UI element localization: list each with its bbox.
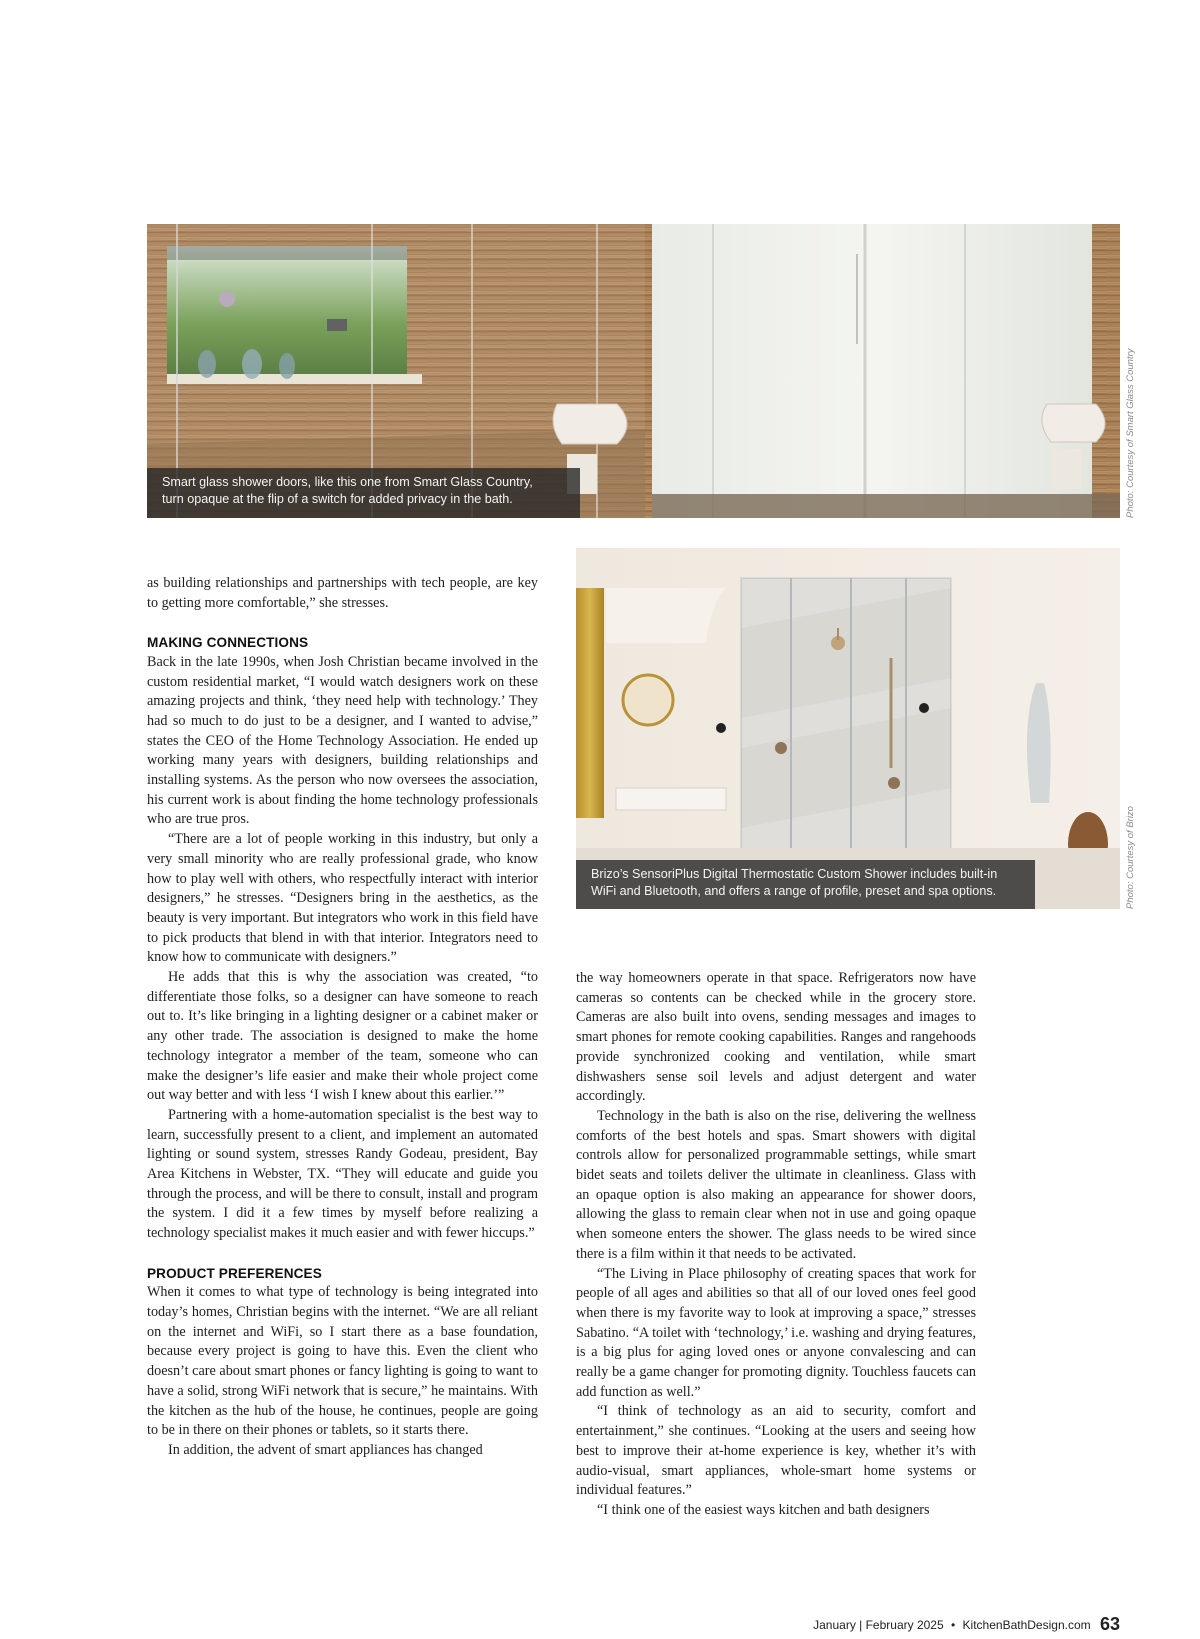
left-text-column [147, 574, 538, 1461]
left-paragraph-1: Back in the late 1990s, when Josh Christian became involved in the custom residential market, “I would watch designers work on these amazing projects and think, ‘they need help with technology.’ They had so much to do just to be a designer, and I wanted to advise,” states the CEO of the Home Technology Association. He ended up working many years with designers, building relationships and installing systems. As the person who now oversees the association, his current work is about finding the home technology professionals who are true pros. [147, 653, 538, 828]
right-paragraph-1: Technology in the bath is also on the rise, delivering the wellness comforts of the best hotels and spas. Smart showers with digital controls allow for personalized programmable settings, while smart bidet seats and toilets deliver the ultimate in cleanliness. Glass with an opaque option is also making an appearance for shower doors, allowing the glass to remain clear when not in use and going opaque when someone enters the shower. The glass needs to be wired since there is a film within it that needs to be activated. [576, 1107, 976, 1262]
right-paragraph-0: the way homeowners operate in that space. Refrigerators now have cameras so contents can be checked while in the grocery store. Cameras are also built into ovens, sending messages and images to smart phones for remote cooking capabilities. Ranges and rangehoods provide synchronized cooking and ventilation, while smart dishwashers sense soil levels and adjust detergent and water accordingly. [576, 970, 976, 1105]
brizo-shower-illustration [576, 548, 1120, 909]
section-heading-making-connections: MAKING CONNECTIONS [147, 635, 309, 651]
right-paragraph-2: “The Living in Place philosophy of creating spaces that work for people of all ages and abilities so that all of our loved ones feel good when there is my favorite way to look at improving a space,” stresses Sabatino. “A toilet with ‘technology,’ i.e. washing and drying features, is a big plus for aging loved ones or anyone convalescing and can really be a game changer for promoting dignity. Touchless faucets can add function as well.” [576, 1265, 976, 1400]
page-footer [813, 1614, 1120, 1635]
brizo-photo-credit: Photo: Courtesy of Brizo [1125, 806, 1136, 909]
page-number: 63 [1099, 1614, 1120, 1634]
left-paragraph-4: Partnering with a home-automation specialist is the best way to learn, successfully present to a client, and implement an automated lighting or sound system, stresses Randy Godeau, president, Bay Area Kitchens in Webster, TX. “They will educate and guide you through the process, and will be there to consult, install and program the system. I did it a few times by myself before realizing a technology specialist makes it much easier and with fewer hiccups.” [147, 1106, 538, 1242]
right-paragraph-3: “I think of technology as an aid to security, comfort and entertainment,” she continues. “Looking at the users and seeing how best to improve their at-home experience is key, whether it’s with audio-visual, smart appliances, whole-smart home systems or individual features.” [576, 1403, 976, 1499]
right-text-column [576, 969, 976, 1521]
section-heading-product-preferences: PRODUCT PREFERENCES [147, 1265, 322, 1281]
left-paragraph-2: “There are a lot of people working in this industry, but only a very small minority who are really professional grade, who know how to play well with others, who respectfully interact with interior designers,” he stresses. “Designers bring in the aesthetics, as the beauty is very important. But integrators who work in this field have to pick products that blend in with that interior. Integrators need to know how to communicate with designers.” [147, 831, 538, 966]
website-url: KitchenBathDesign.com [962, 1618, 1091, 1632]
footer-separator: • [951, 1618, 956, 1632]
left-paragraph-3: He adds that this is why the association was created, “to differentiate those folks, so a designer can have someone to reach out to. It’s like bringing in a lighting designer or a cabinet maker or any other trade. The association is designed to make the home technology integrator a member of the team, someone who can make the designer’s life easier and make their whole project come out way better and with less ‘I wish I knew about this earlier.’” [147, 969, 538, 1104]
right-paragraph-4: “I think one of the easiest ways kitchen and bath designers [597, 1501, 930, 1518]
top-photo-caption-line-1: Smart glass shower doors, like this one from Smart Glass Country, [162, 475, 533, 489]
brizo-photo-caption [576, 860, 1035, 909]
left-paragraph-5: When it comes to what type of technology is being integrated into today’s homes, Christian begins with the internet. “We are all reliant on the internet and WiFi, so I start there as a base foundation, because every project is going to have this. Even the client who doesn’t care about smart phones or fancy lighting is going to want to have a solid, strong WiFi network that is secure,” he maintains. With the kitchen as the hub of the house, he continues, people are going to be in there on their phones or tablets, so it starts there. [147, 1284, 538, 1439]
top-photo-credit: Photo: Courtesy of Smart Glass Country [1125, 348, 1136, 518]
brizo-shower-photo [576, 548, 1120, 909]
top-photo-caption [147, 468, 580, 518]
top-photo-caption-line-2: turn opaque at the flip of a switch for added privacy in the bath. [162, 492, 513, 506]
brizo-photo-caption-line-2: WiFi and Bluetooth, and offers a range of profile, preset and spa options. [591, 884, 997, 898]
brizo-photo-caption-line-1: Brizo’s SensoriPlus Digital Thermostatic Custom Shower includes built-in [591, 867, 998, 881]
left-paragraph-0: as building relationships and partnerships with tech people, are key to getting more comfortable,” she stresses. [147, 575, 538, 611]
left-paragraph-6: In addition, the advent of smart appliances has changed [168, 1441, 483, 1458]
issue-date: January | February 2025 [813, 1618, 944, 1632]
